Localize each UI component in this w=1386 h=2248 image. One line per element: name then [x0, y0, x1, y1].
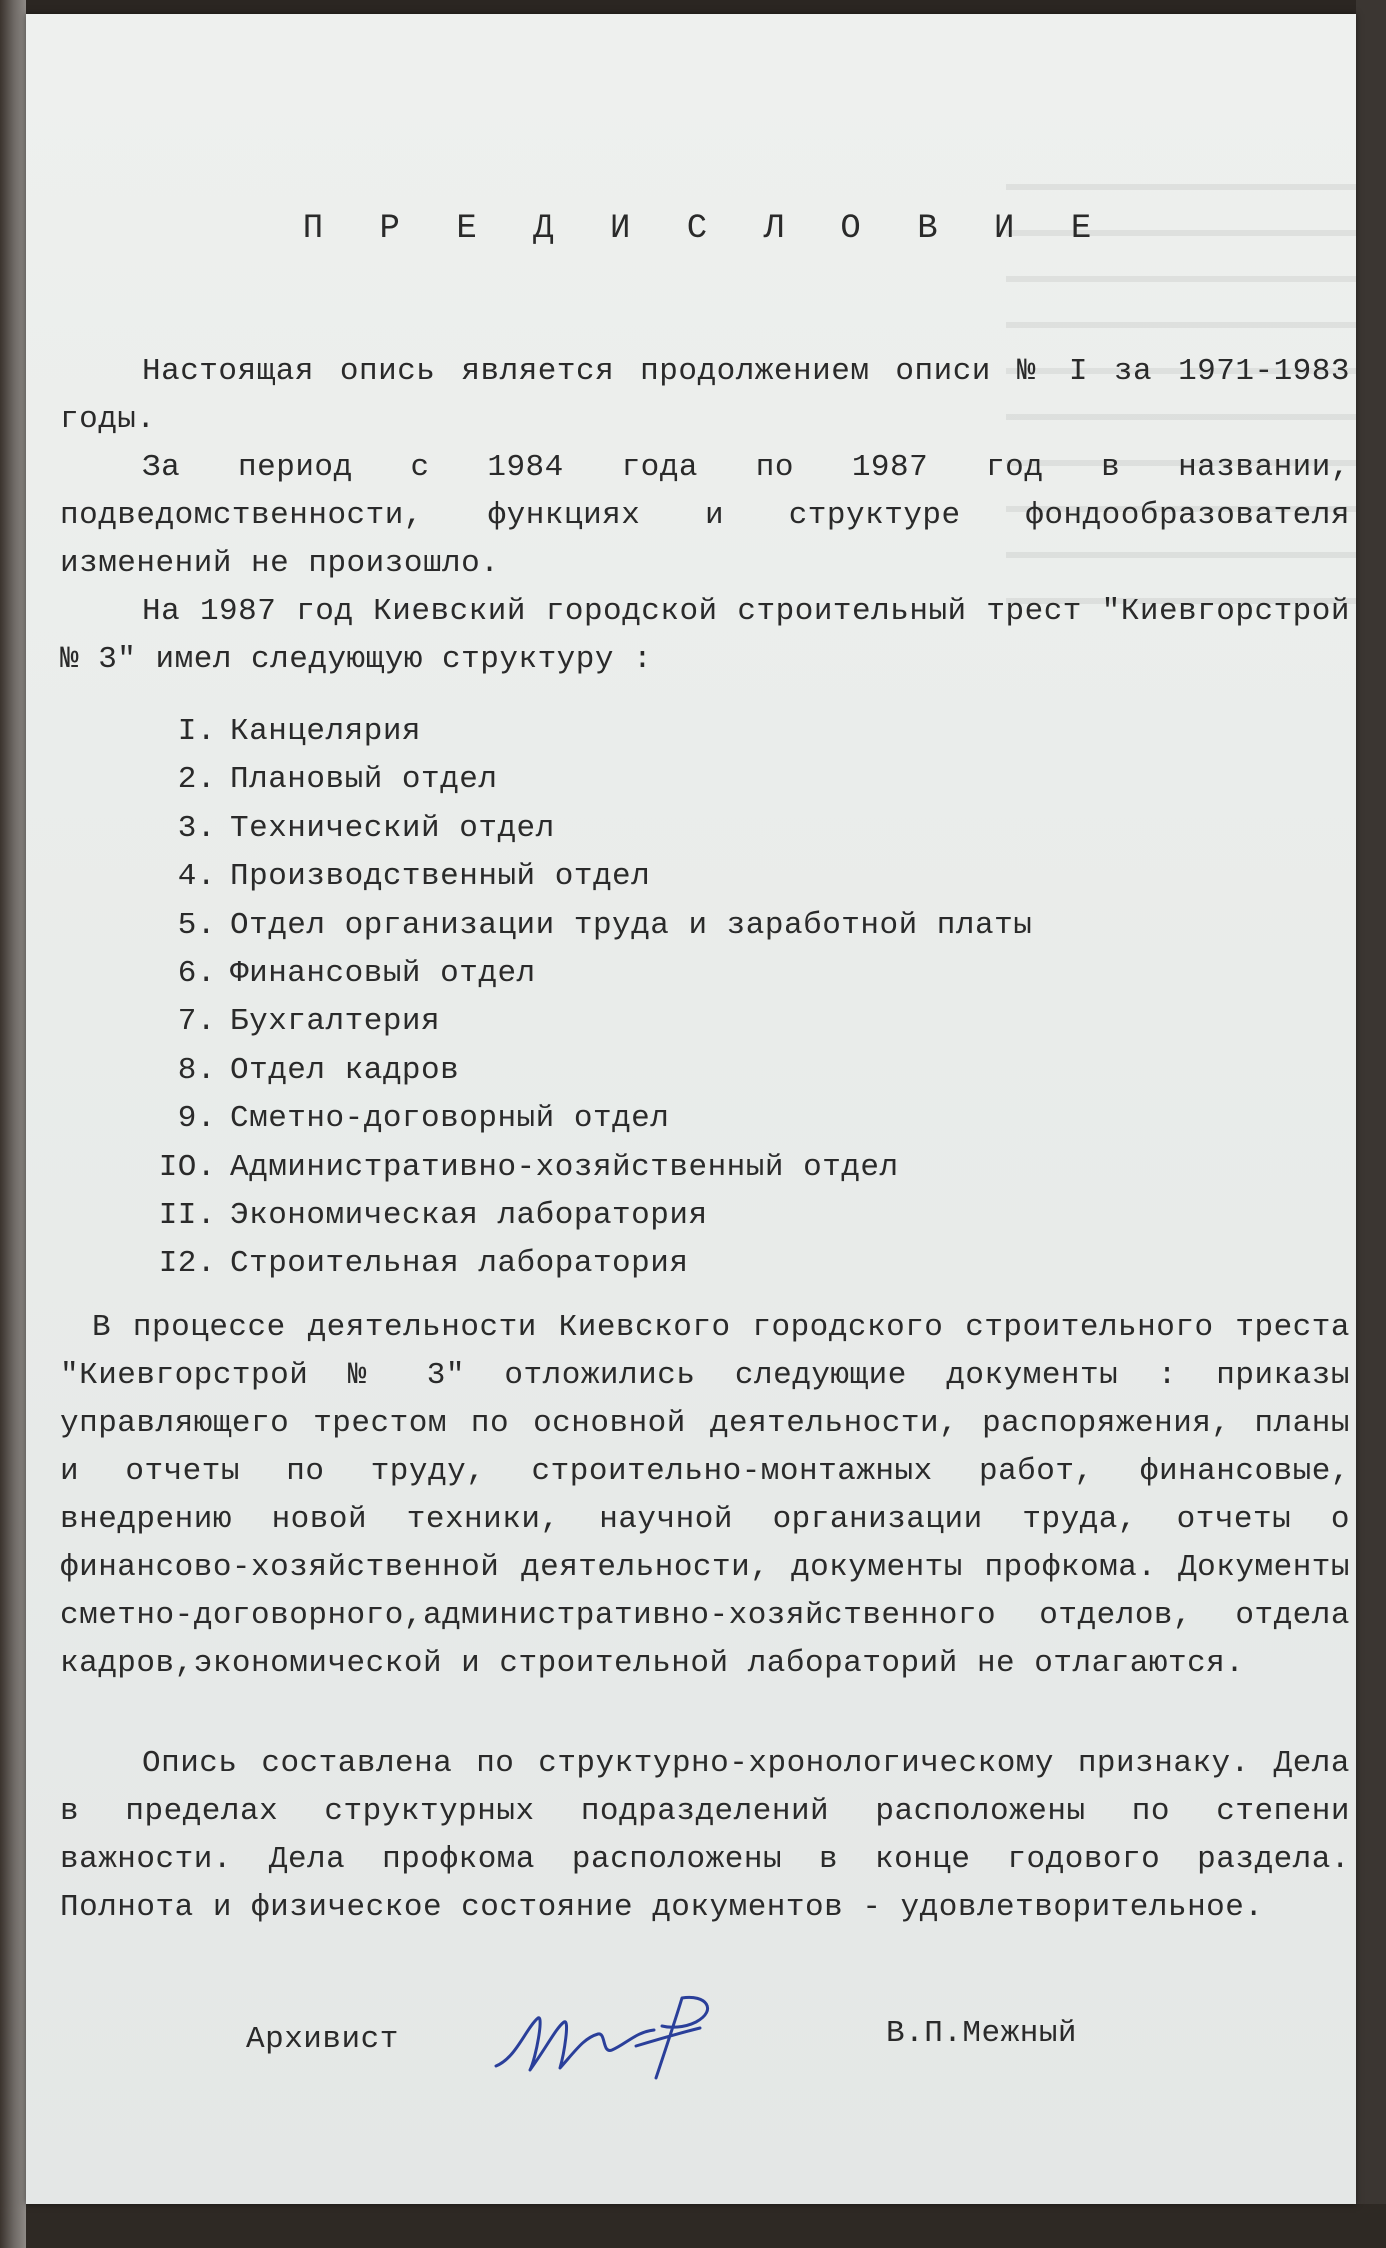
scan-background-right: [1356, 0, 1386, 2248]
list-item: 2. Плановый отдел: [177, 762, 498, 798]
list-item: IO. Административно-хозяйственный отдел: [158, 1149, 899, 1185]
document-title: П Р Е Д И С Л О В И Е: [302, 210, 1110, 248]
list-item: 9. Сметно-договорный отдел: [177, 1101, 670, 1137]
signature-role: Архивист: [246, 2022, 399, 2057]
document-body: [26, 14, 1356, 2204]
handwritten-signature: [486, 1988, 746, 2088]
paragraph-no-changes: За период с 1984 года по 1987 год в названии, подведомственности, функциях и структуре фондообразователя изменений не произошло.: [60, 450, 1350, 581]
paragraph-continuation: Настоящая опись является продолжением описи № I за 1971-1983 годы.: [60, 354, 1350, 437]
list-item: 6. Финансовый отдел: [177, 956, 536, 992]
page-binding-edge: [0, 0, 26, 2248]
signature-block: [26, 1988, 1356, 2098]
list-item: I2. Строительная лаборатория: [158, 1246, 689, 1282]
list-item: 3. Технический отдел: [177, 810, 555, 846]
paragraph-structure-intro: На 1987 год Киевский городской строительный трест "Киевгорстрой № 3" имел следующую структуру :: [60, 594, 1350, 677]
paragraph-documents: В процессе деятельности Киевского городского строительного треста "Киевгорстрой № 3" отложились следующие документы : приказы управляющего трестом по основной деятельности, распоряжения, планы и отчеты по труду, строительно-монтажных работ, финансовые, внедрению новой техники, научной организации труда, отчеты о финансово-хозяйственной деятельности, документы профкома. Документы сметно-договорного,административно-хозяйственного отделов, отдела кадров,экономической и строительной лабораторий не отлагаются.: [60, 1310, 1350, 1681]
signature-name: В.П.Межный: [886, 2016, 1078, 2051]
list-item: II. Экономическая лаборатория: [158, 1198, 708, 1234]
list-item: 8. Отдел кадров: [177, 1052, 460, 1088]
list-item: 4. Производственный отдел: [177, 859, 651, 895]
department-list: [156, 708, 1032, 1289]
document-page: [26, 14, 1356, 2204]
list-item: 7. Бухгалтерия: [177, 1004, 441, 1040]
list-item: I. Канцелярия: [177, 714, 422, 749]
scan-background-bottom: [26, 2204, 1386, 2248]
paragraph-arrangement: Опись составлена по структурно-хронологическому признаку. Дела в пределах структурных подразделений расположены по степени важности. Дела профкома расположены в конце годового раздела. Полнота и физическое состояние документов - удовлетворительное.: [60, 1746, 1350, 1925]
list-item: 5. Отдел организации труда и заработной платы: [177, 907, 1033, 943]
